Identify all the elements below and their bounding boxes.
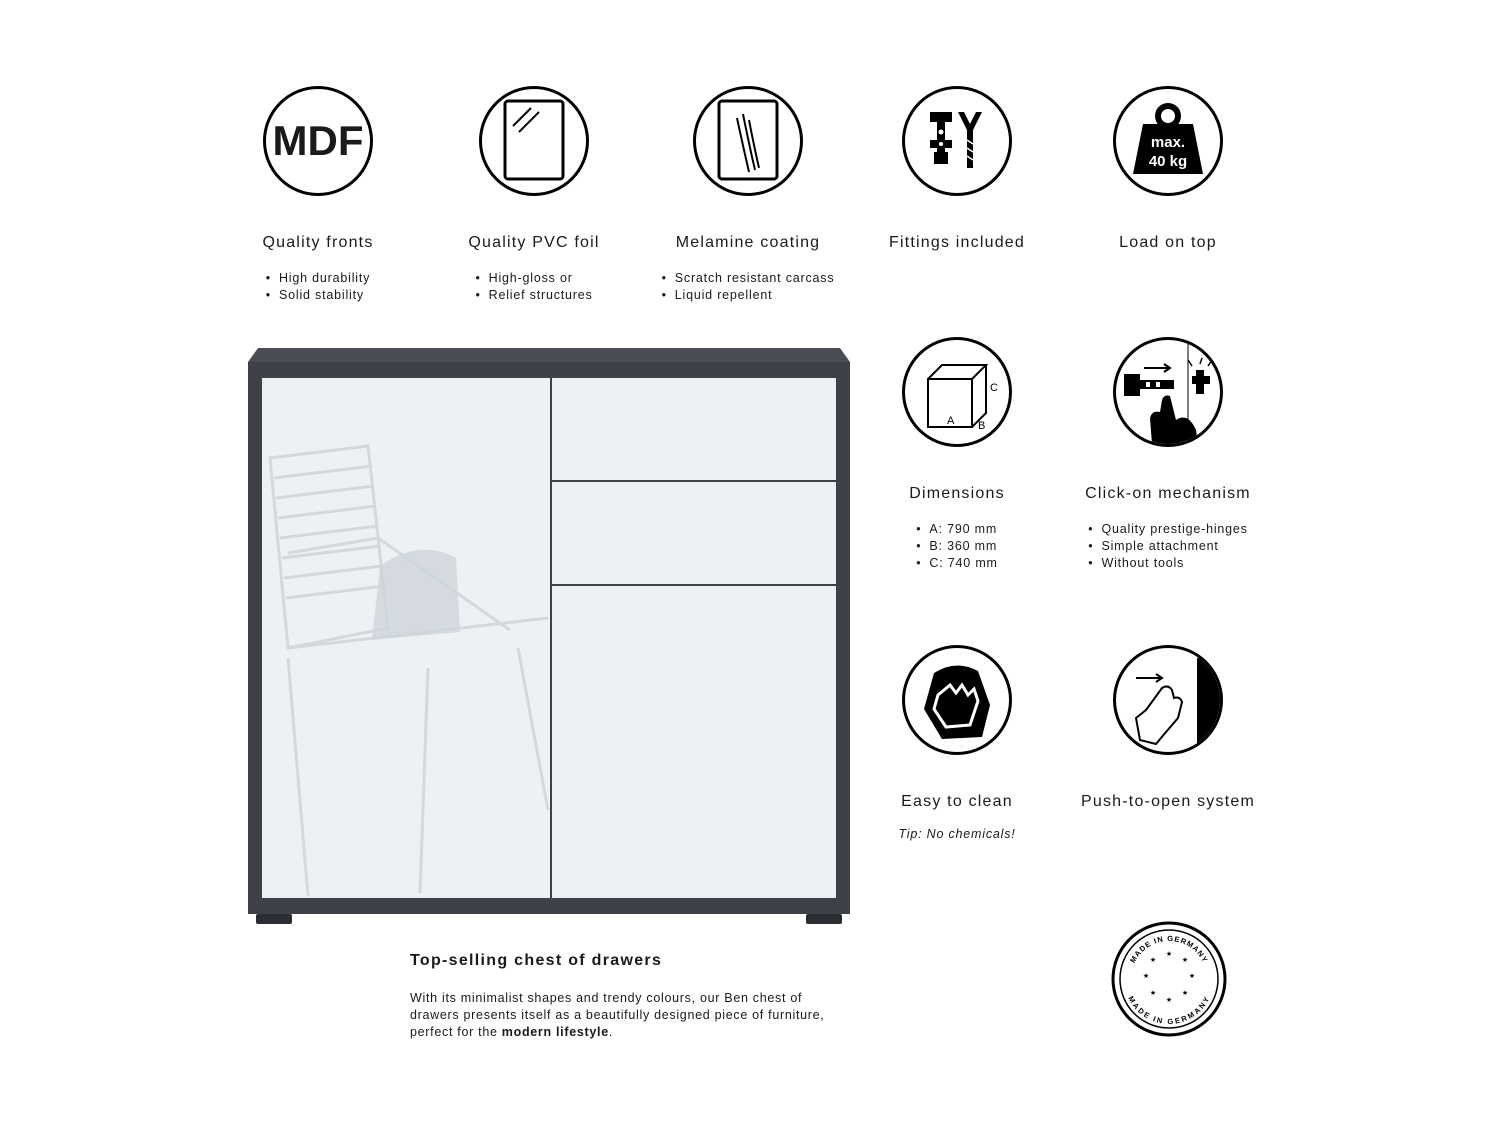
bullet-item: • Solid stability <box>266 287 370 304</box>
svg-text:★: ★ <box>1188 972 1196 980</box>
svg-text:★: ★ <box>1149 956 1157 964</box>
cube-dimensions-icon <box>902 337 1012 447</box>
svg-text:★: ★ <box>1181 956 1189 964</box>
product-title: Top-selling chest of drawers <box>410 952 663 969</box>
description-highlight: modern lifestyle <box>501 1025 609 1039</box>
weight-label-value: 40 kg <box>1148 153 1188 170</box>
bullet-item: • A: 790 mm <box>916 521 998 538</box>
made-in-germany-seal <box>1110 920 1228 1038</box>
feature-dimensions <box>847 337 1067 572</box>
chest-of-drawers-image <box>248 348 850 928</box>
mdf-icon: MDF <box>263 86 373 196</box>
feature-title: Click-on mechanism <box>1085 485 1251 502</box>
cleaning-tip: Tip: No chemicals! <box>898 827 1016 841</box>
weight-label-max: max. <box>1150 134 1186 151</box>
description-end: . <box>608 1025 614 1039</box>
push-to-open-icon <box>1113 645 1223 755</box>
feature-bullets <box>475 270 592 304</box>
feature-fittings-included <box>847 86 1067 252</box>
fittings-icon <box>902 86 1012 196</box>
svg-text:★: ★ <box>1165 996 1173 1004</box>
feature-title: Fittings included <box>888 234 1026 251</box>
feature-title: Easy to clean <box>901 793 1013 810</box>
svg-text:★: ★ <box>1165 950 1173 958</box>
svg-text:★: ★ <box>1149 989 1157 997</box>
svg-text:★: ★ <box>1142 972 1150 980</box>
bullet-item: • Liquid repellent <box>662 287 835 304</box>
seal-text-bottom: MADE IN GERMANY <box>1126 994 1212 1027</box>
scratch-panel-icon <box>693 86 803 196</box>
description-text: With its minimalist shapes and trendy colours, our Ben chest of drawers presents itself as a beautifully designed piece of furniture, perfect for the <box>410 991 825 1039</box>
bullet-item: • B: 360 mm <box>916 538 998 555</box>
feature-melamine-coating <box>638 86 858 304</box>
feature-bullets <box>662 270 835 304</box>
bullet-item: • Relief structures <box>475 287 592 304</box>
feature-load-on-top <box>1058 86 1278 252</box>
feature-title: Dimensions <box>909 485 1005 502</box>
weight-icon <box>1113 86 1223 196</box>
feature-bullets <box>1088 521 1247 572</box>
bullet-item: • Quality prestige-hinges <box>1088 521 1247 538</box>
feature-quality-fronts <box>208 86 428 304</box>
svg-text:★: ★ <box>1181 989 1189 997</box>
dimension-label-b: B <box>978 420 986 432</box>
bullet-item: • Without tools <box>1088 555 1247 572</box>
bullet-item: • High-gloss or <box>475 270 592 287</box>
feature-title: Push-to-open system <box>1081 793 1255 810</box>
feature-title: Quality PVC foil <box>468 234 600 251</box>
feature-title: Melamine coating <box>675 234 821 251</box>
bullet-item: • Simple attachment <box>1088 538 1247 555</box>
feature-title: Quality fronts <box>262 234 374 251</box>
feature-push-to-open <box>1058 645 1278 811</box>
product-description-block <box>410 952 850 1041</box>
dimension-label-c: C <box>990 382 998 394</box>
cleaning-hand-icon <box>902 645 1012 755</box>
feature-bullets <box>266 270 370 304</box>
bullet-item: • C: 740 mm <box>916 555 998 572</box>
feature-easy-to-clean <box>847 645 1067 841</box>
click-hinge-icon <box>1113 337 1223 447</box>
bullet-item: • High durability <box>266 270 370 287</box>
product-description <box>410 990 850 1041</box>
glossy-panel-icon <box>479 86 589 196</box>
bullet-item: • Scratch resistant carcass <box>662 270 835 287</box>
feature-quality-pvc-foil <box>424 86 644 304</box>
seal-text-top: MADE IN GERMANY <box>1128 933 1210 965</box>
feature-bullets <box>916 521 998 572</box>
feature-title: Load on top <box>1119 234 1217 251</box>
dimension-label-a: A <box>947 415 955 427</box>
feature-click-on-mechanism <box>1058 337 1278 572</box>
